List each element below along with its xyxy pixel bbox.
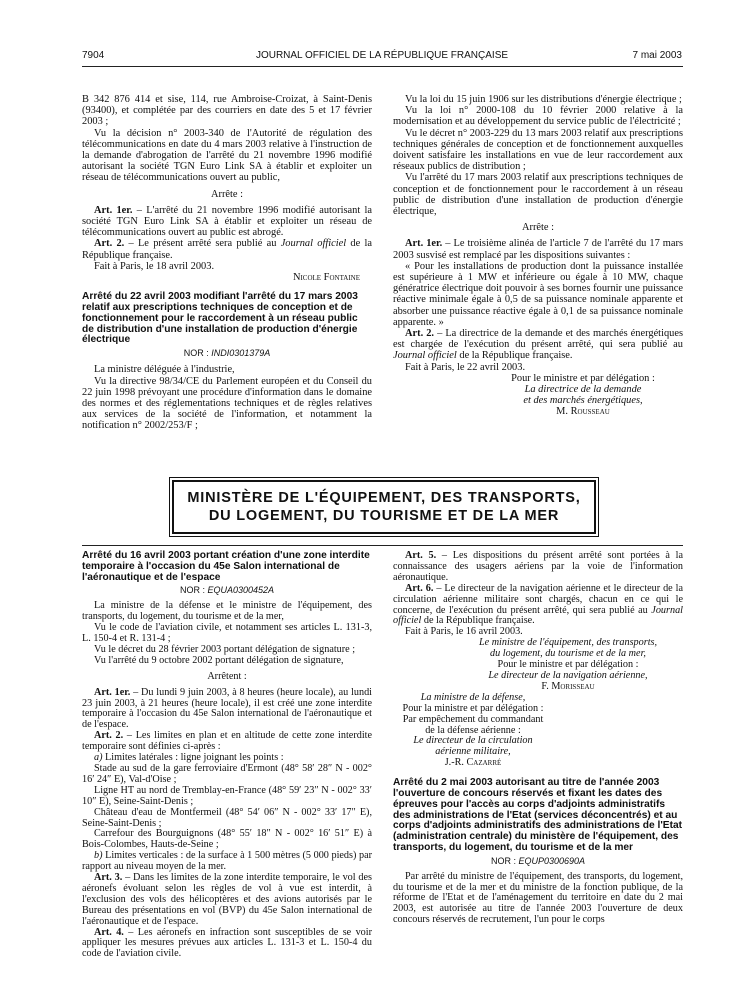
article-1: Art. 1er. – L'arrêté du 21 novembre 1996 modifié autorisant la société TGN Euro Link SA à établir et exploiter un réseau de télécommunications ouvert au public est abrogé. — [82, 204, 372, 239]
vu-directive-paragraph: Vu la directive 98/34/CE du Parlement européen et du Conseil du 22 juin 1998 prévoyant une procédure d'information dans le domaine des normes et des réglementations techniques et de règles relatives aux services de la société de l'information, et notamment la notification n° 2002/253/F ; — [82, 375, 372, 432]
article-6: Art. 6. – Le directeur de la navigation aérienne et le directeur de la circulation aérienne militaire sont chargés, chacun en ce qui le concerne, de l'exécution du présent arrêté, qui sera publié au Journal officiel de la République française. — [393, 582, 683, 627]
fait-date: Fait à Paris, le 18 avril 2003. — [94, 260, 215, 272]
header-rule — [82, 66, 683, 67]
article-2: Art. 2. – Le présent arrêté sera publié au Journal officiel de la République française. — [82, 238, 372, 261]
vu-arrete: Vu l'arrêté du 9 octobre 2002 portant délégation de signature, — [94, 654, 344, 666]
point-bourguignons: Carrefour des Bourguignons (48° 55′ 18″ N - 002° 16′ 51″ E) à Bois-Colombes, Hauts-de-Seine ; — [82, 828, 372, 851]
signature: Nicole Fontaine — [292, 272, 360, 284]
intro-paragraph: B 342 876 414 et sise, 114, rue Ambroise-Croizat, à Saint-Denis (93400), et complétée par des courriers en date des 5 et 17 février 2003 ; — [82, 94, 372, 128]
arretent-heading: Arrêtent : — [207, 670, 247, 682]
decree-summary: Par arrêté du ministre de l'équipement, des transports, du logement, du tourisme et de la mer et du ministre de la fonction publique, de la réforme de l'Etat et de l'aménagement du territoire en date du 2 mai 2003, est autorisée au titre de l'année 2003 l'ouverture de deux concours réservés de recrutement, l'un pour le corps — [393, 870, 683, 926]
vu-decret: Vu le décret du 28 février 2003 portant délégation de signature ; — [94, 643, 356, 655]
arrete-heading: Arrête : — [210, 188, 244, 200]
ministres-paragraph: La ministre de la défense et le ministre de l'équipement, des transports, du logement, du tourisme et de la mer, — [82, 600, 372, 623]
page-header — [82, 50, 682, 66]
vu-paragraph: Vu la décision n° 2003-340 de l'Autorité de régulation des télécommunications en date du 4 mars 2003 relative à l'instruction de la demande d'abrogation de l'arrêté du 21 novembre 1996 modifié autorisant la société TGN Euro Link SA à établir et exploiter un réseau de télécommunications ouvert au public, — [82, 127, 372, 184]
article-2: Art. 2. – La directrice de la demande et des marchés énergétiques est chargée de l'exécution du présent arrêté, qui sera publié au Journal officiel de la République française. — [393, 328, 683, 362]
top-left-column — [82, 94, 372, 432]
article-5: Art. 5. – Les dispositions du présent arrêté sont portées à la connaissance des usagers aériens par la voie de l'information aéronautique. — [393, 550, 683, 583]
point-ermont: Stade au sud de la gare ferroviaire d'Ermont (48° 58′ 28″ N - 002° 16′ 24″ E), Val-d'Oise ; — [82, 762, 372, 785]
article-2: Art. 2. – Les limites en plan et en altitude de cette zone interdite temporaire sont définies ci-après : — [82, 730, 372, 753]
vertical-limits: b) Limites verticales : de la surface à 1 500 mètres (5 000 pieds) par rapport au niveau moyen de la mer. — [82, 850, 372, 873]
signature-defense: La ministre de la défense, Pour la ministre et par délégation : Par empêchement du commandant de la défense aérienne : Le directeur de la circulation aérienne militaire, J.-R. Cazarré — [402, 691, 544, 769]
ministry-heading: MINISTÈRE DE L'ÉQUIPEMENT, DES TRANSPORTS, DU LOGEMENT, DU TOURISME ET DE LA MER — [172, 480, 596, 534]
vu-code: Vu le code de l'aviation civile, et notamment ses articles L. 131-3, L. 150-4 et R. 131-4 ; — [82, 622, 372, 645]
lateral-limits: a) Limites latérales : ligne joignant les points : — [94, 752, 284, 764]
top-right-column — [393, 94, 683, 418]
bottom-left-column — [82, 551, 372, 960]
article-1: Art. 1er. – Le troisième alinéa de l'article 7 de l'arrêté du 17 mars 2003 susvisé est remplacé par les dispositions suivantes : — [393, 238, 684, 261]
signature-equipement: Le ministre de l'équipement, des transports, du logement, du tourisme et de la mer, Pour le ministre et par délégation : Le directeur de la navigation aérienne, F. Morisseau — [478, 637, 658, 692]
vu-arrete-2003: Vu l'arrêté du 17 mars 2003 relatif aux prescriptions techniques de conception et de fonctionnement pour le raccordement à un réseau public de distribution d'une installation de production d'énergie électrique, — [393, 172, 683, 218]
vu-loi-2000: Vu la loi n° 2000-108 du 10 février 2000 relative à la modernisation et au développement du service public de l'électricité ; — [393, 105, 683, 128]
section-rule — [82, 545, 683, 546]
page-number: 7904 — [82, 50, 105, 61]
vu-decret-2003: Vu le décret n° 2003-229 du 13 mars 2003 relatif aux prescriptions techniques générales de conception et de fonctionnement auxquelles doivent satisfaire les installations en vue de leur raccordement aux réseaux publics de distribution ; — [393, 127, 683, 173]
fait-date: Fait à Paris, le 22 avril 2003. — [405, 361, 526, 373]
article-1: Art. 1er. – Du lundi 9 juin 2003, à 8 heures (heure locale), au lundi 23 juin 2003, à 21 heures (heure locale), il est créé une zone interdite temporaire à l'occasion du 45e Salon international de l'aéronautique et de l'espace. — [82, 686, 372, 731]
quoted-provision: « Pour les installations de production dont la puissance installée est supérieure à 1 MW et inférieure ou égale à 10 MW, chaque génératrice électrique doit pouvoir à ses bornes fournir une puissance réactive minimale égale à 0,5 de sa puissance nominale apparente et absorber une puissance réactive égale à 0,1 de sa puissance nominale apparente. » — [393, 260, 683, 328]
nor-reference: NOR : EQUA0300452A — [179, 585, 275, 596]
decree-title: Arrêté du 22 avril 2003 modifiant l'arrêté du 17 mars 2003 relatif aux prescriptions techniques de conception et de fonctionnement pour le raccordement à un réseau public de distribution d'une installation de production d'énergie électrique — [82, 291, 358, 346]
nor-reference: NOR : INDI0301379A — [183, 348, 271, 359]
ministre-paragraph: La ministre déléguée à l'industrie, — [94, 364, 235, 376]
bottom-right-column — [393, 551, 683, 926]
arrete-heading: Arrête : — [521, 222, 555, 234]
signature-block: Pour le ministre et par délégation : La directrice de la demande et des marchés énergétiques, M. Rousseau — [511, 372, 655, 418]
point-montfermeil: Château d'eau de Montfermeil (48° 54′ 06″ N - 002° 33′ 17″ E), Seine-Saint-Denis ; — [82, 806, 372, 829]
journal-title: JOURNAL OFFICIEL DE LA RÉPUBLIQUE FRANÇAISE — [255, 50, 509, 61]
nor-reference: NOR : EQUP0300690A — [490, 855, 586, 866]
decree-title: Arrêté du 16 avril 2003 portant création d'une zone interdite temporaire à l'occasion du 45e Salon international de l'aéronautique et de l'espace — [82, 550, 370, 583]
fait-date: Fait à Paris, le 16 avril 2003. — [405, 626, 523, 638]
issue-date: 7 mai 2003 — [632, 50, 682, 61]
article-3: Art. 3. – Dans les limites de la zone interdite temporaire, le vol des aéronefs évoluant selon les règles de vol à vue est interdit, à l'exclusion des vols des hélicoptères et des avions autorisés par le Bureau des présentations en vol (BVP) du 45e Salon international de l'aéronautique et de l'espace. — [82, 872, 372, 927]
article-4: Art. 4. – Les aéronefs en infraction sont susceptibles de se voir appliquer les mesures prévues aux articles L. 131-3 et L. 150-4 du code de l'aviation civile. — [82, 926, 372, 960]
point-tremblay: Ligne HT au nord de Tremblay-en-France (48° 59′ 23″ N - 002° 33′ 10″ E), Seine-Saint-Denis ; — [82, 784, 372, 807]
decree-title: Arrêté du 2 mai 2003 autorisant au titre de l'année 2003 l'ouverture de concours réservés et fixant les dates des épreuves pour l'accès au corps d'adjoints administratifs des administrations de l'Etat (services déconcentrés) et au corps d'adjoints administratifs des administrations de l'Etat (administration centrale) du ministère de l'équipement, des transports, du logement, du tourisme et de la mer — [393, 777, 683, 853]
vu-loi-1906: Vu la loi du 15 juin 1906 sur les distributions d'énergie électrique ; — [405, 94, 682, 105]
